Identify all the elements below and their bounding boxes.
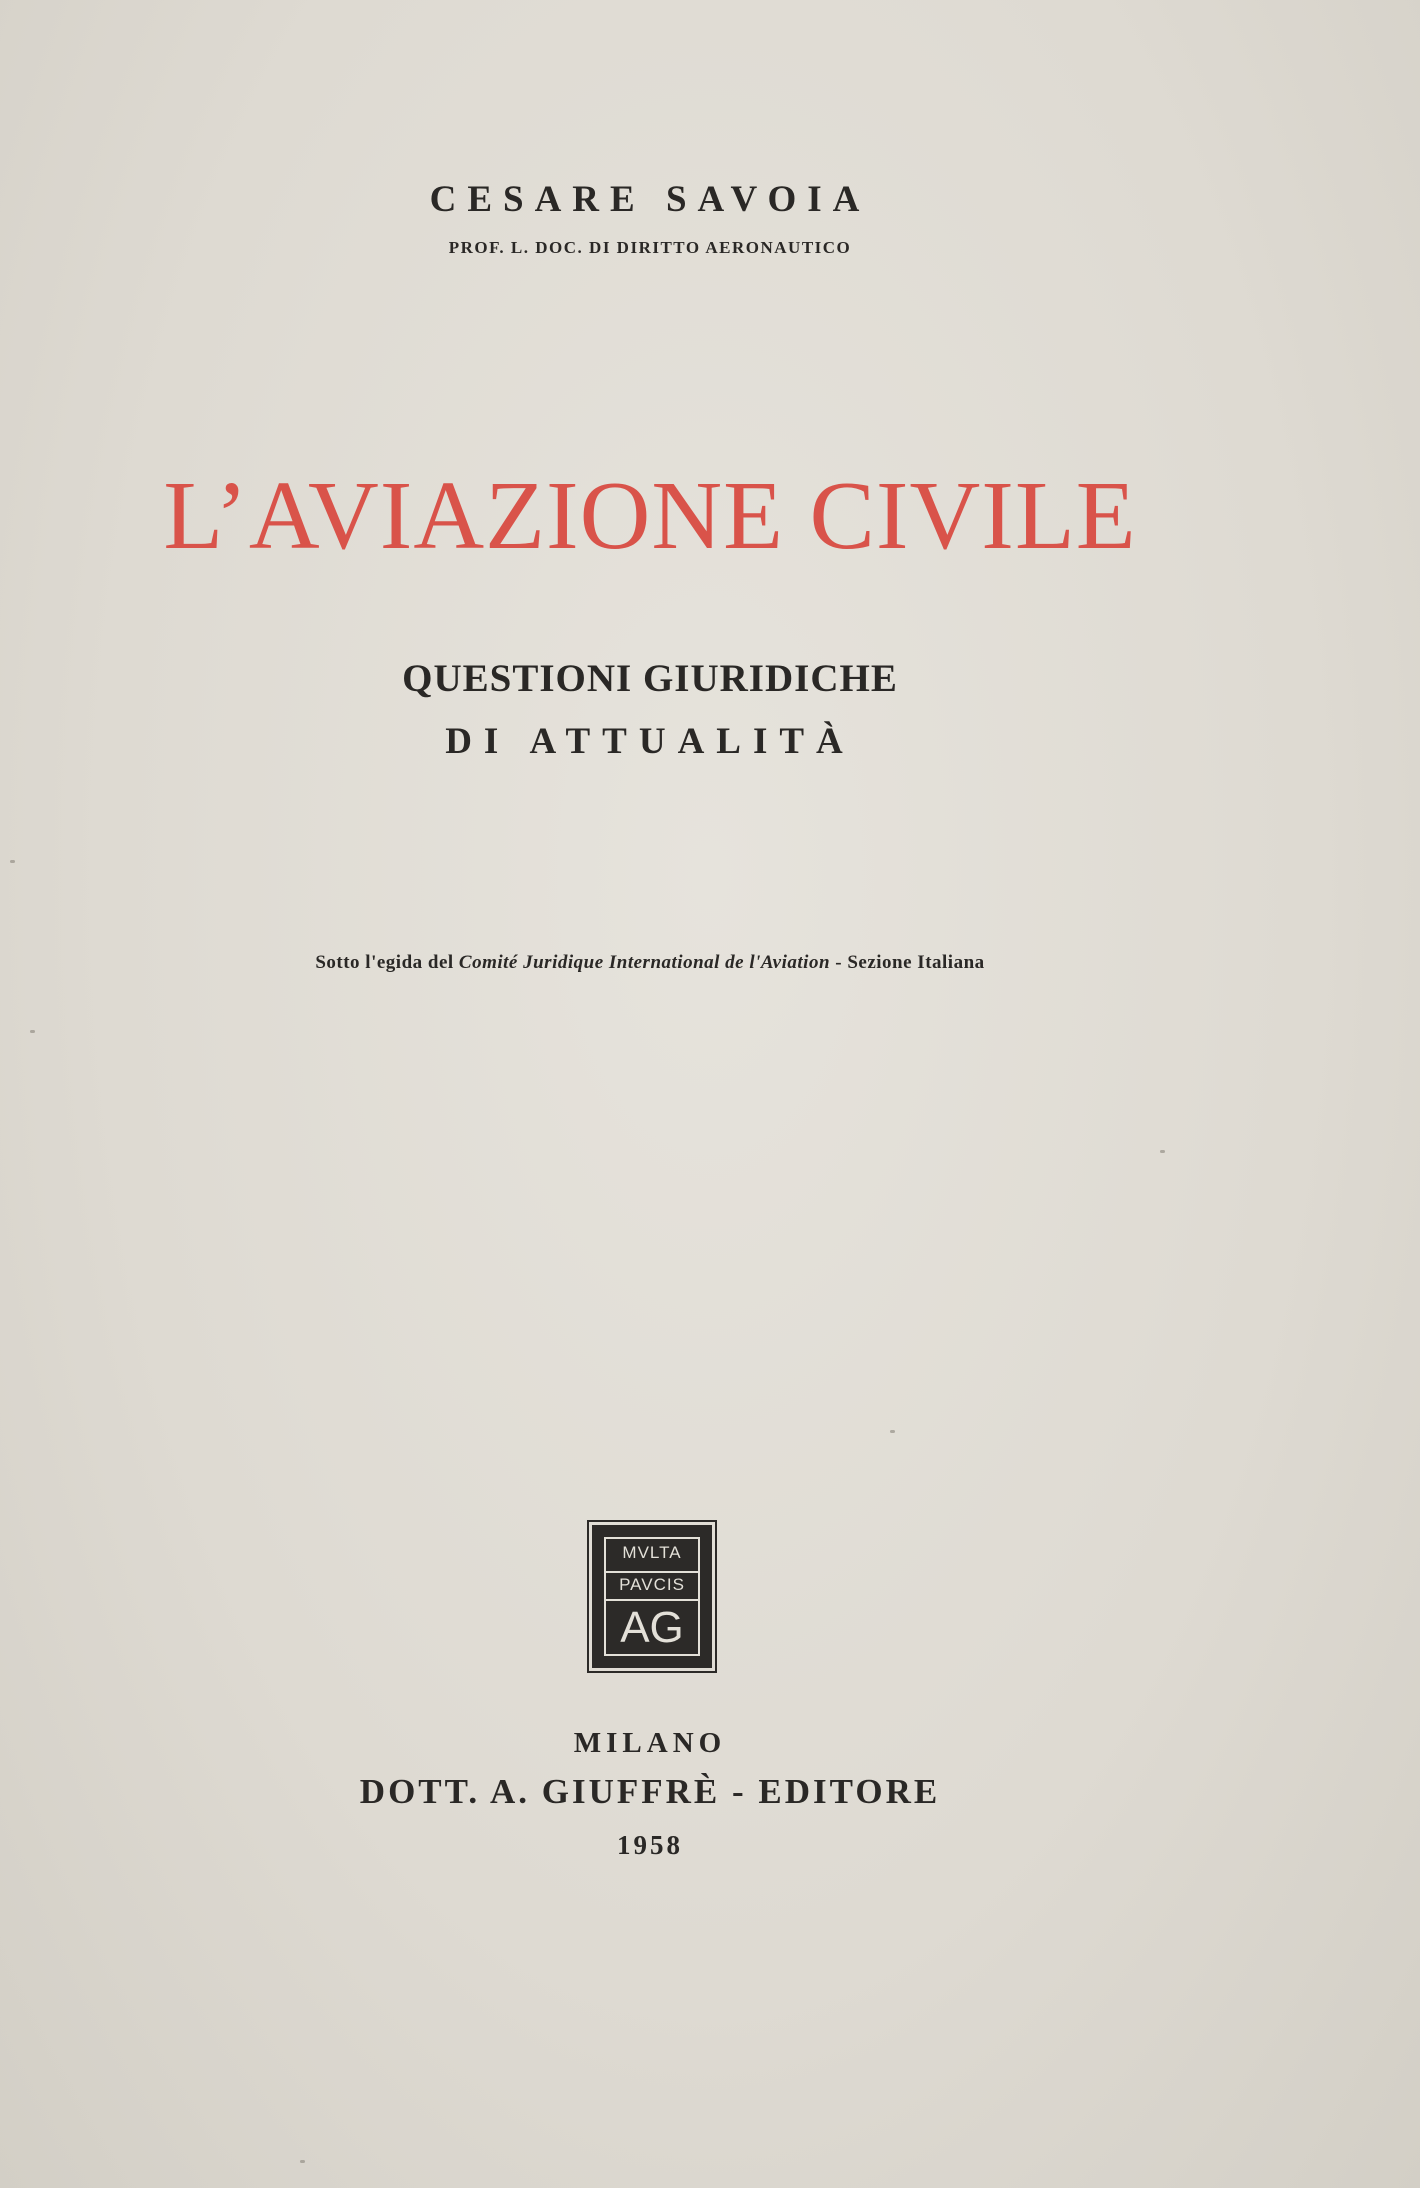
paper-speck xyxy=(10,860,15,863)
author-name: CESARE SAVOIA xyxy=(429,179,871,220)
book-subtitle-line1: QUESTIONI GIURIDICHE xyxy=(402,657,898,700)
sponsor-suffix: - Sezione Italiana xyxy=(835,952,985,973)
author-credentials: PROF. L. DOC. DI DIRITTO AERONAUTICO xyxy=(448,238,852,257)
imprint-year: 1958 xyxy=(617,1830,683,1860)
paper-speck xyxy=(300,2160,305,2163)
sponsor-organization: Comité Juridique International de l'Aviation xyxy=(458,952,831,973)
paper-speck xyxy=(1160,1150,1165,1153)
book-title: L’AVIAZIONE CIVILE xyxy=(163,462,1137,570)
sponsor-prefix: Sotto l'egida del xyxy=(315,952,454,973)
paper-speck xyxy=(30,1030,35,1033)
book-subtitle-line2: DI ATTUALITÀ xyxy=(445,721,855,762)
logo-line3: AG xyxy=(606,1599,698,1655)
publisher-logo-icon xyxy=(592,1525,712,1668)
publisher-logo-frame xyxy=(604,1537,700,1656)
logo-line2: PAVCIS xyxy=(606,1571,698,1595)
sponsor-line xyxy=(0,952,1300,974)
paper-speck xyxy=(890,1430,895,1433)
logo-line1: MVLTA xyxy=(622,1543,682,1562)
imprint-publisher: DOTT. A. GIUFFRÈ - EDITORE xyxy=(359,1772,941,1811)
imprint-city: MILANO xyxy=(573,1727,727,1759)
